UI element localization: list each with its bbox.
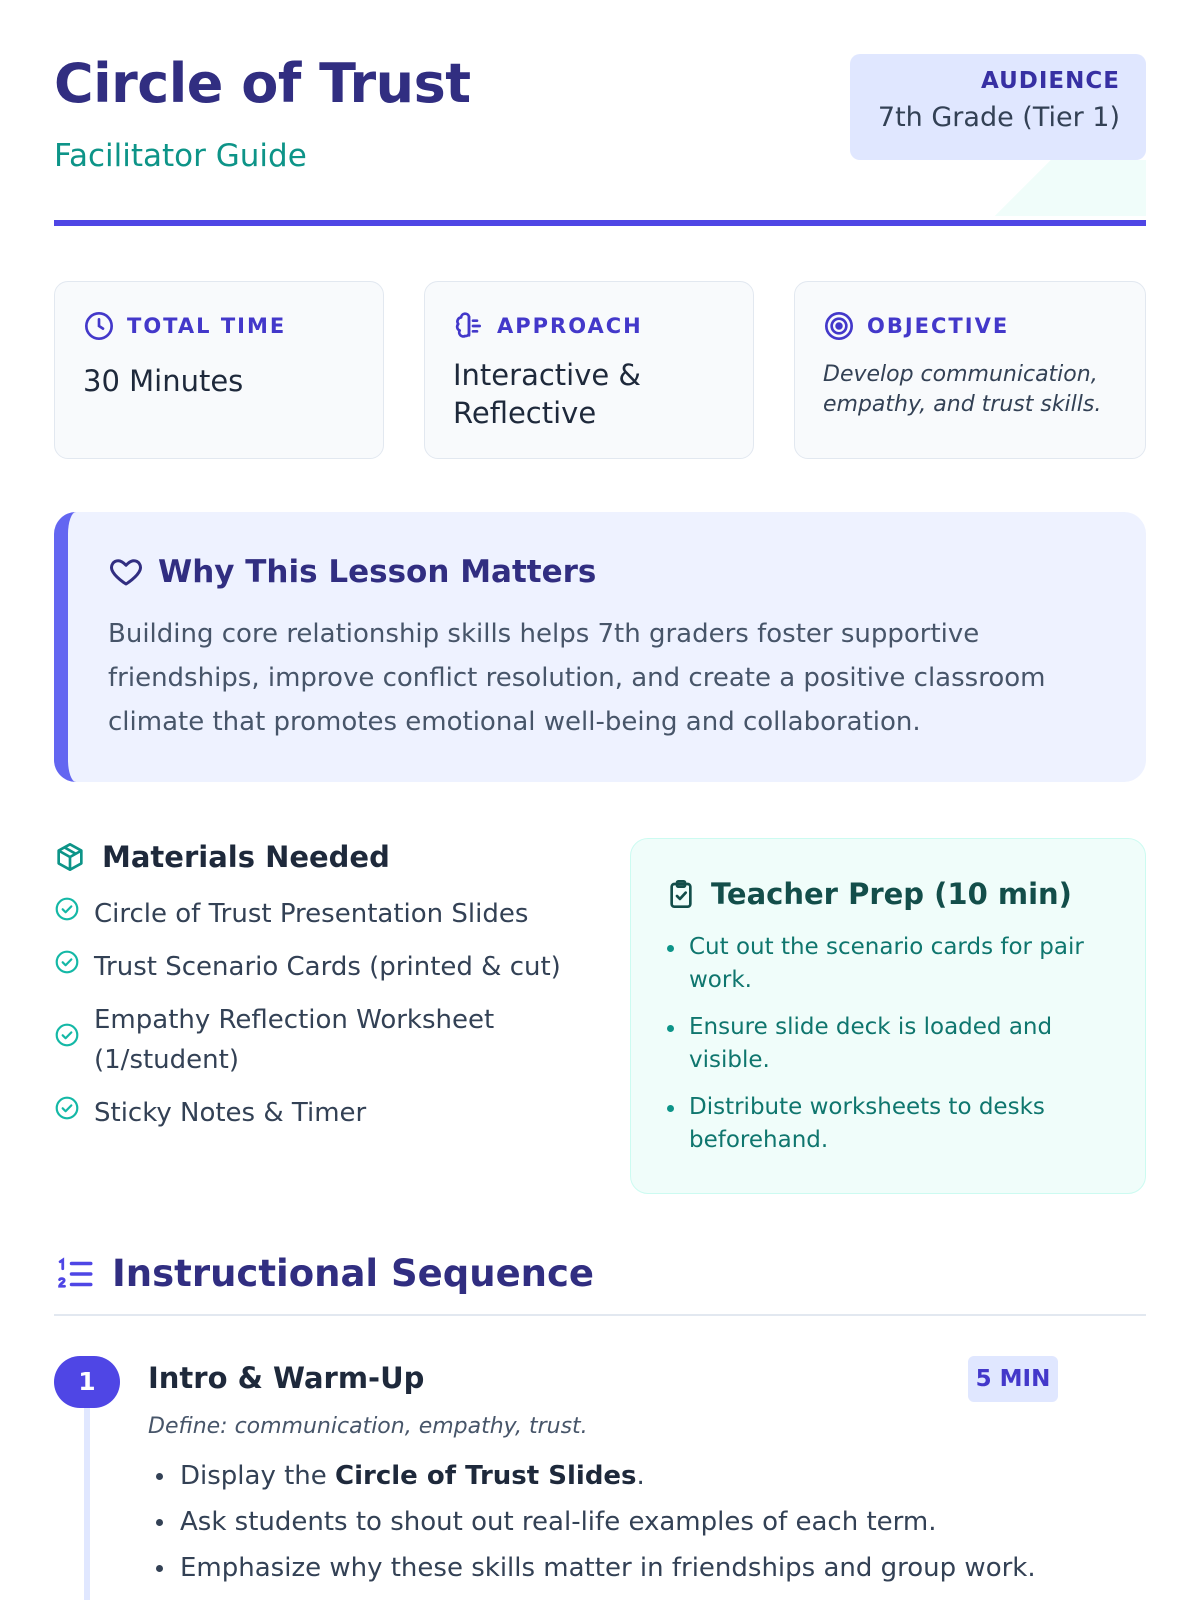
card-label: TOTAL TIME — [127, 314, 287, 338]
numbered-list-icon — [54, 1253, 96, 1295]
list-item — [54, 1093, 594, 1133]
clipboard-check-icon — [665, 878, 697, 910]
check-circle-icon — [54, 894, 80, 934]
material-text: Sticky Notes & Timer — [94, 1098, 367, 1128]
audience-value: 7th Grade (Tier 1) — [877, 102, 1120, 133]
total-time-card — [54, 281, 384, 459]
material-text: Circle of Trust Presentation Slides — [94, 899, 529, 929]
package-icon — [54, 841, 86, 873]
target-icon — [823, 310, 855, 342]
materials-section — [54, 840, 594, 1146]
check-circle-icon — [54, 947, 80, 987]
step-number-badge: 1 — [54, 1356, 120, 1408]
heart-icon — [108, 554, 144, 590]
approach-card — [424, 281, 754, 459]
brain-icon — [453, 310, 485, 342]
material-text: Empathy Reflection Worksheet (1/student) — [94, 1005, 495, 1075]
list-item — [54, 947, 594, 987]
check-circle-icon — [54, 1093, 80, 1133]
check-circle-icon — [54, 1020, 80, 1060]
list-item: Distribute worksheets to desks beforehand. — [665, 1091, 1111, 1157]
list-item — [54, 1000, 594, 1080]
step-list — [148, 1458, 1036, 1596]
materials-list — [54, 894, 594, 1133]
card-label: APPROACH — [497, 314, 643, 338]
card-value: Develop communication, empathy, and trust skills. — [823, 362, 1102, 417]
facilitator-guide-page — [54, 0, 1146, 1600]
materials-title: Materials Needed — [102, 840, 390, 874]
list-item: Ask students to shout out real-life examples of each term. — [148, 1504, 1036, 1540]
step-text: . — [636, 1461, 645, 1491]
list-item — [148, 1458, 1036, 1494]
audience-label: AUDIENCE — [981, 68, 1120, 94]
list-item: Cut out the scenario cards for pair work. — [665, 931, 1111, 997]
list-item — [54, 894, 594, 934]
step-definition: Define: communication, empathy, trust. — [148, 1414, 588, 1439]
step-duration-badge: 5 MIN — [968, 1356, 1058, 1402]
objective-card — [794, 281, 1146, 459]
step-emphasis: Circle of Trust Slides — [335, 1461, 637, 1491]
page-title: Circle of Trust — [54, 52, 471, 115]
teacher-prep-list — [665, 931, 1111, 1157]
clock-icon — [83, 310, 115, 342]
why-text: Building core relationship skills helps 7th graders foster supportive friendships, improve conflict resolution, and create a positive classroom climate that promotes emotional well-being and collaboration. — [108, 619, 1046, 737]
teacher-prep-title: Teacher Prep (10 min) — [711, 877, 1072, 911]
page-subtitle: Facilitator Guide — [54, 138, 307, 174]
teacher-prep-panel — [630, 838, 1146, 1194]
material-text: Trust Scenario Cards (printed & cut) — [94, 952, 561, 982]
instructional-sequence-title: Instructional Sequence — [112, 1252, 595, 1295]
header-decoration — [950, 160, 1146, 216]
audience-badge — [850, 54, 1146, 160]
step-text: Display the — [180, 1461, 336, 1491]
why-title: Why This Lesson Matters — [158, 554, 597, 590]
card-label: OBJECTIVE — [867, 314, 1010, 338]
sequence-divider — [54, 1314, 1146, 1316]
card-value: 30 Minutes — [83, 364, 244, 398]
why-lesson-matters-panel — [54, 512, 1146, 782]
step-timeline — [84, 1408, 90, 1600]
instructional-sequence-heading — [54, 1252, 594, 1295]
list-item: Emphasize why these skills matter in friendships and group work. — [148, 1550, 1036, 1586]
header-divider — [54, 220, 1146, 226]
list-item: Ensure slide deck is loaded and visible. — [665, 1011, 1111, 1077]
step-title: Intro & Warm-Up — [148, 1361, 425, 1395]
card-value: Interactive & Reflective — [453, 358, 642, 430]
